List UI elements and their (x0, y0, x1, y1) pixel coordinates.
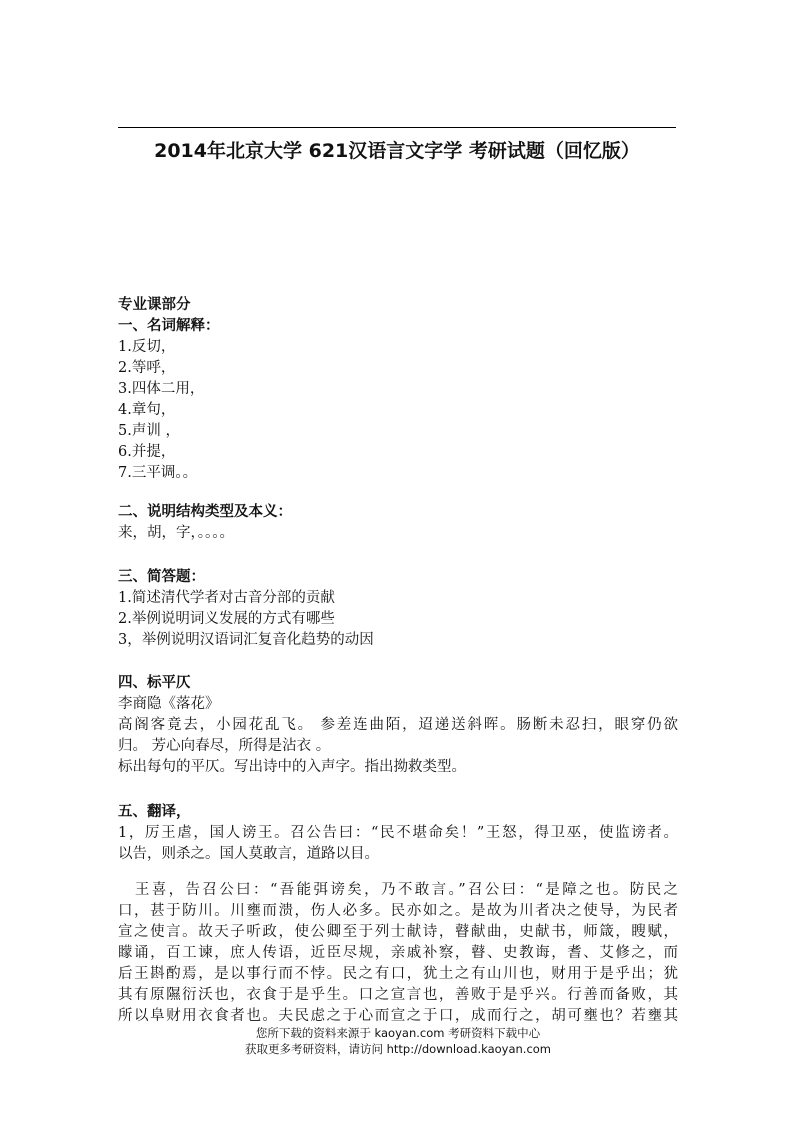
document-title: 2014年北京大学 621汉语言文字学 考研试题（回忆版） (154, 140, 640, 162)
section-label: 专业课部分 (118, 297, 191, 313)
section-1 (118, 295, 678, 484)
text-line: 宣之使言。故天子听政，使公卿至于列士献诗，瞽献曲，史献书，师箴，瞍赋， (118, 924, 678, 940)
text-line: 1，厉王虐，国人谤王。召公告曰：“民不堪命矣！”王怒，得卫巫，使监谤者。 (118, 825, 678, 841)
text-line: 口，甚于防川。川壅而溃，伤人必多。民亦如之。是故为川者决之使导，为民者 (118, 903, 678, 919)
text-line: 李商隐《落花》 (118, 696, 220, 712)
section-2 (118, 502, 678, 544)
text-line: 2.举例说明词义发展的方式有哪些 (118, 611, 335, 627)
text-line: 高阁客竟去，小园花乱飞。 参差连曲陌，迢递送斜晖。肠断未忍扫，眼穿仍欲 (118, 717, 678, 733)
section-heading: 二、说明结构类型及本义： (118, 504, 292, 520)
text-line: 1.反切， (118, 339, 176, 355)
section-heading: 一、名词解释： (118, 318, 220, 334)
text-line: 3.四体二用， (118, 381, 205, 397)
section-heading: 四、标平仄 (118, 675, 191, 691)
text-line: 后王斟酌焉，是以事行而不悖。民之有口，犹土之有山川也，财用于是乎出；犹 (118, 966, 678, 982)
text-line: 王喜，告召公曰：“吾能弭谤矣，乃不敢言。”召公曰：“是障之也。防民之 (118, 882, 678, 898)
footer-link[interactable]: 获取更多考研资料，请访问 http://download.kaoyan.com (244, 1042, 552, 1056)
text-line: 2.等呼， (118, 360, 176, 376)
list-item: 来，胡，字，。。。。 (118, 525, 234, 541)
text-line: 其有原隰衍沃也，衣食于是乎生。口之宣言也，善败于是乎兴。行善而备败，其 (118, 987, 678, 1003)
section-heading: 三、简答题： (118, 569, 205, 585)
text-line: 5.声训 ， (118, 423, 180, 439)
section-5 (118, 802, 678, 865)
text-line: 1.简述清代学者对古音分部的贡献 (118, 590, 335, 606)
text-line: 标出每句的平仄。写出诗中的入声字。指出拗救类型。 (118, 759, 466, 775)
text-line: 归。 芳心向春尽，所得是沾衣 。 (118, 738, 331, 754)
text-line: 3，举例说明汉语词汇复音化趋势的动因 (118, 632, 374, 648)
header-rule (118, 127, 676, 128)
text-line: 6.并提， (118, 444, 176, 460)
text-line: 所以阜财用衣食者也。夫民虑之于心而宣之于口，成而行之，胡可壅也？若壅其 (118, 1008, 678, 1024)
footer-source: 您所下载的资料来源于 kaoyan.com 考研资料下载中心 (255, 1026, 541, 1040)
translation-paragraph (118, 880, 678, 1027)
footer (118, 1025, 678, 1057)
text-line: 矇诵，百工谏，庶人传语，近臣尽规，亲戚补察，瞽、史教诲，耆、艾修之，而 (118, 945, 678, 961)
text-line: 4.章句， (118, 402, 176, 418)
section-3 (118, 567, 678, 651)
section-4 (118, 673, 678, 778)
text-line: 以告，则杀之。国人莫敢言，道路以目。 (118, 846, 379, 862)
section-heading: 五、翻译， (118, 804, 191, 820)
text-line: 7.三平调。。 (118, 465, 198, 481)
